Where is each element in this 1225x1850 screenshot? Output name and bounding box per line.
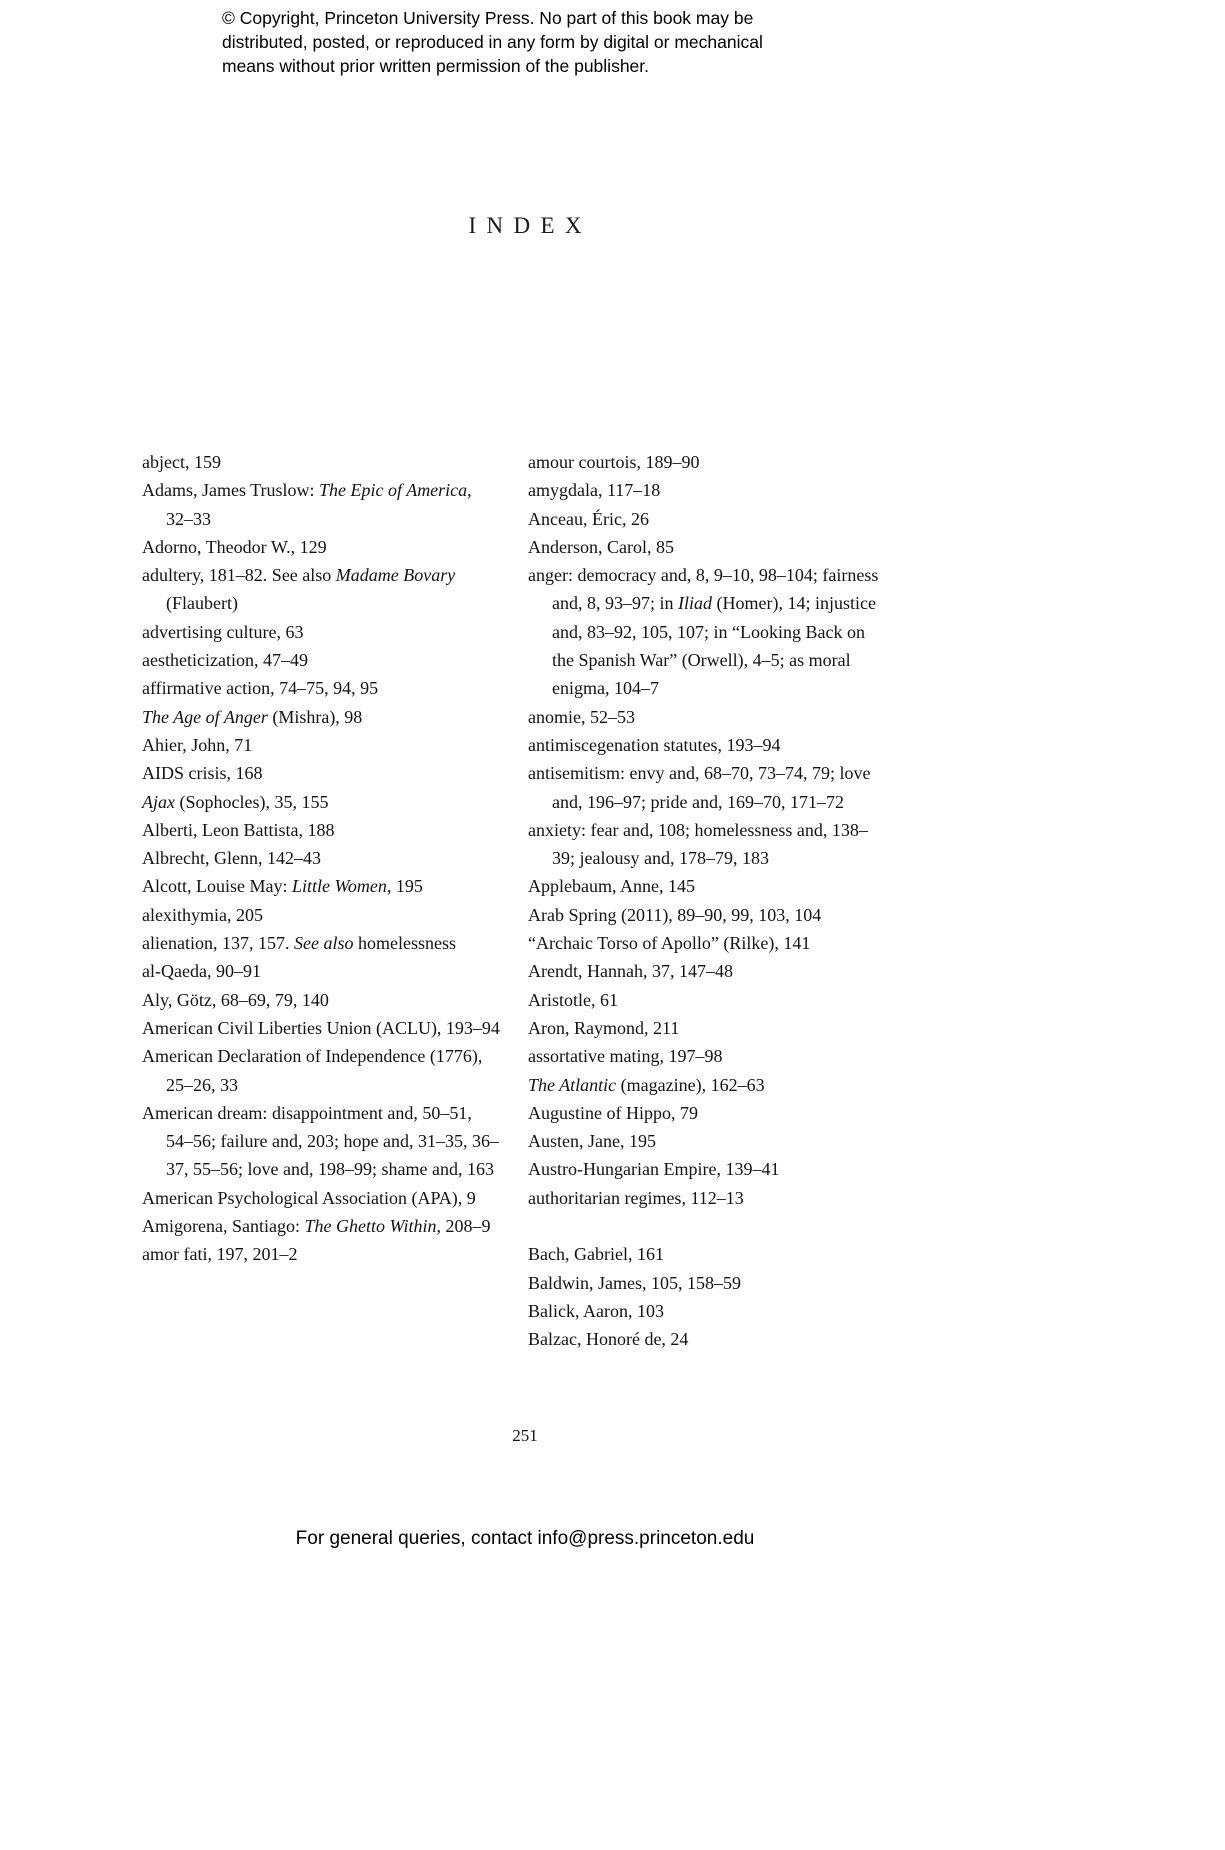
index-entry: Alcott, Louise May: Little Women, 195: [142, 876, 423, 897]
index-entry: alienation, 137, 157. See also homelessness: [142, 933, 456, 954]
index-entry: alexithymia, 205: [142, 904, 263, 925]
index-columns: [142, 448, 888, 1354]
index-entry: Arendt, Hannah, 37, 147–48: [528, 961, 733, 982]
index-entry: Albrecht, Glenn, 142–43: [142, 848, 321, 869]
index-entry: Aly, Götz, 68–69, 79, 140: [142, 989, 329, 1010]
index-entry: The Atlantic (magazine), 162–63: [528, 1074, 765, 1095]
index-entry: affirmative action, 74–75, 94, 95: [142, 678, 379, 699]
index-entry: amygdala, 117–18: [528, 480, 661, 501]
index-entry: abject, 159: [142, 452, 221, 472]
index-entry: authoritarian regimes, 112–13: [528, 1187, 744, 1208]
index-entry: advertising culture, 63: [142, 621, 304, 642]
index-entry: The Age of Anger (Mishra), 98: [142, 706, 363, 727]
index-entry: Anderson, Carol, 85: [528, 536, 674, 557]
index-entry: American Civil Liberties Union (ACLU), 193–94: [142, 1017, 500, 1038]
index-column-right: [528, 448, 888, 1354]
index-entry: Ajax (Sophocles), 35, 155: [142, 791, 329, 812]
index-entry: amor fati, 197, 201–2: [142, 1244, 298, 1265]
index-entry: Arab Spring (2011), 89–90, 99, 103, 104: [528, 904, 822, 925]
index-entry: Balick, Aaron, 103: [528, 1300, 664, 1321]
index-entry: antimiscegenation statutes, 193–94: [528, 734, 781, 755]
index-entry: adultery, 181–82. See also Madame Bovary (Flaubert): [142, 565, 456, 614]
index-entry: al-Qaeda, 90–91: [142, 961, 261, 982]
index-entry: AIDS crisis, 168: [142, 763, 263, 784]
index-entry: American Declaration of Independence (1776), 25–26, 33: [142, 1046, 483, 1095]
index-entry: Bach, Gabriel, 161: [528, 1244, 664, 1265]
page-number: 251: [512, 1426, 538, 1445]
index-entry: Augustine of Hippo, 79: [528, 1102, 698, 1123]
index-entry: American Psychological Association (APA), 9: [142, 1187, 476, 1208]
index-entry: Austro-Hungarian Empire, 139–41: [528, 1159, 780, 1180]
index-entry: Baldwin, James, 105, 158–59: [528, 1272, 741, 1293]
index-entry: antisemitism: envy and, 68–70, 73–74, 79; love and, 196–97; pride and, 169–70, 171–72: [528, 763, 871, 812]
copyright-line: distributed, posted, or reproduced in any form by digital or mechanical: [222, 32, 763, 52]
index-entry: anomie, 52–53: [528, 706, 635, 727]
index-column-left: [142, 448, 502, 1354]
index-entry: amour courtois, 189–90: [528, 452, 700, 472]
index-entry: Balzac, Honoré de, 24: [528, 1329, 689, 1350]
index-entry: Aristotle, 61: [528, 989, 618, 1010]
copyright-notice: [222, 6, 763, 78]
index-entry: American dream: disappointment and, 50–51, 54–56; failure and, 203; hope and, 31–35, 36–37, 55–56; love and, 198–99; shame and, 163: [142, 1102, 499, 1180]
index-entry: aestheticization, 47–49: [142, 650, 308, 671]
index-entry: Applebaum, Anne, 145: [528, 876, 695, 897]
index-entry: Adorno, Theodor W., 129: [142, 536, 327, 557]
index-entry: Ahier, John, 71: [142, 734, 253, 755]
index-entry: anxiety: fear and, 108; homelessness and, 138–39; jealousy and, 178–79, 183: [528, 819, 868, 869]
page-title: INDEX: [468, 213, 592, 238]
footer-contact: For general queries, contact info@press.princeton.edu: [295, 1528, 755, 1549]
copyright-line: means without prior written permission of the publisher.: [222, 56, 650, 76]
index-entry: Anceau, Éric, 26: [528, 508, 649, 529]
index-entry: “Archaic Torso of Apollo” (Rilke), 141: [528, 933, 811, 954]
index-entry: Amigorena, Santiago: The Ghetto Within, 208–9: [142, 1216, 491, 1237]
copyright-line: © Copyright, Princeton University Press. No part of this book may be: [222, 8, 754, 28]
index-entry: Aron, Raymond, 211: [528, 1017, 680, 1038]
index-entry: anger: democracy and, 8, 9–10, 98–104; fairness and, 8, 93–97; in Iliad (Homer), 14; injustice and, 83–92, 105, 107; in “Looking Back on the Spanish War” (Orwell), 4–5; as moral enigma, 104–7: [528, 565, 879, 699]
index-entry: Adams, James Truslow: The Epic of America, 32–33: [142, 480, 472, 529]
index-entry: assortative mating, 197–98: [528, 1046, 723, 1067]
index-entry: Alberti, Leon Battista, 188: [142, 819, 335, 840]
index-entry: Austen, Jane, 195: [528, 1131, 656, 1152]
